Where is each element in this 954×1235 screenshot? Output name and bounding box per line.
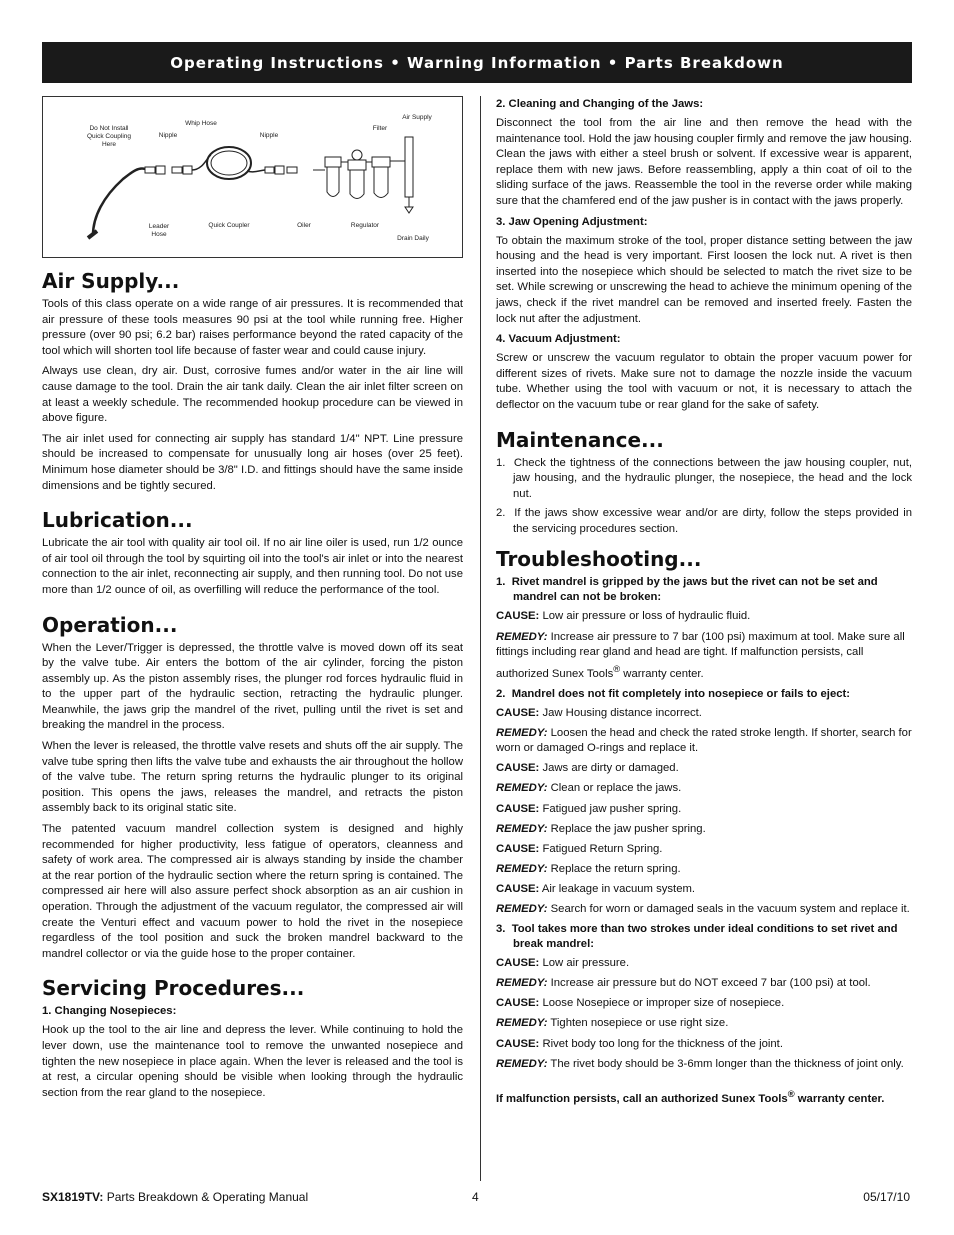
cause-text: Jaw Housing distance incorrect.: [542, 706, 702, 719]
maintenance-list: [496, 456, 912, 538]
remedy-row: [496, 1016, 912, 1032]
cause-text: Fatigued Return Spring.: [542, 842, 663, 855]
cause-text: Low air pressure or loss of hydraulic fluid.: [542, 610, 751, 623]
label-filter: Filter: [372, 125, 388, 132]
cause-row: [496, 956, 912, 972]
vacuum-adjustment-subheading: 4. Vacuum Adjustment:: [496, 333, 621, 346]
left-column: [42, 96, 463, 1106]
remedy-label: REMEDY:: [496, 822, 548, 835]
remedy-label: REMEDY:: [496, 1057, 548, 1070]
remedy-row: [496, 976, 912, 992]
jaw-opening-subheading: 3. Jaw Opening Adjustment:: [496, 215, 648, 228]
remedy-text: Increase air pressure but do NOT exceed 7 bar (100 psi) at tool.: [550, 977, 871, 990]
cause-row: [496, 842, 912, 858]
label-quick-coupler: Quick Coupler: [208, 222, 250, 229]
remedy-row: [496, 822, 912, 838]
registered-mark: ®: [613, 662, 621, 674]
lubrication-heading: Lubrication...: [42, 508, 193, 533]
remedy-row: [496, 902, 912, 918]
jaw-opening-paragraph: To obtain the maximum stroke of the tool, proper distance setting between the jaw housing and the head is very important. First loosen the lock nut. A rivet is then inserted into the nosepiece which should be selected to match the rivet size to be set. While screwing or unscrewing the head to achieve the minimum opening of the jaws, check if the rivet mandrel can be removed and inserted freely. Fasten the lock nut after the adjustment.: [496, 234, 912, 325]
footer-page-number: 4: [472, 1190, 479, 1204]
label-do-not-install-3: Here: [101, 141, 117, 148]
maintenance-item: 1. Check the tightness of the connections between the jaw housing coupler, nut, jaw housing, and the hydraulic plunger, the nosepiece, the head and the lock nut.: [496, 456, 912, 500]
air-supply-paragraph-2: Always use clean, dry air. Dust, corrosive fumes and/or water in the air line will cause damage to the tool. Drain the air tank daily. Clean the air inlet filter screen on at least a weekly schedule. The recommended hookup procedure can be viewed in above figure.: [42, 365, 463, 425]
remedy-row: [496, 630, 912, 683]
cause-label: CAUSE:: [496, 1037, 540, 1050]
cause-label: CAUSE:: [496, 842, 540, 855]
remedy-text: Loosen the head and check the rated stroke length. If shorter, search for worn or damaged O-rings and replace it.: [496, 726, 912, 755]
air-hookup-diagram: [42, 96, 463, 258]
footer-manual-title: Parts Breakdown & Operating Manual: [103, 1190, 309, 1204]
remedy-row: [496, 862, 912, 878]
cause-row: [496, 706, 912, 722]
cause-text: Fatigued jaw pusher spring.: [542, 802, 682, 815]
operation-heading: Operation...: [42, 612, 178, 637]
cleaning-jaws-subheading: 2. Cleaning and Changing of the Jaws:: [496, 98, 704, 110]
registered-mark: ®: [787, 1088, 795, 1100]
label-air-supply: Air Supply: [402, 114, 432, 121]
cause-text: Loose Nosepiece or improper size of nosepiece.: [542, 997, 785, 1010]
label-nipple-2: Nipple: [259, 132, 279, 139]
remedy-text: Increase air pressure to 7 bar (100 psi) maximum at tool. Make sure all fittings including rear gland and head are tight. If malfunction persists, call authorized Sunex Tools: [496, 630, 905, 680]
trouble-item-3: 3. Tool takes more than two strokes under ideal conditions to set rivet and break mandrel:: [496, 923, 898, 951]
footer-model-number: SX1819TV:: [42, 1190, 104, 1204]
page-header-bar: [42, 42, 912, 83]
cause-row: [496, 802, 912, 818]
footer-model: [42, 1190, 308, 1204]
hookup-diagram-graphic: [43, 97, 462, 257]
cause-text: Low air pressure.: [542, 957, 630, 970]
cause-row: [496, 1037, 912, 1053]
maintenance-item: 2. If the jaws show excessive wear and/or are dirty, follow the steps provided in the servicing procedures section.: [496, 507, 912, 535]
lubrication-paragraph: Lubricate the air tool with quality air tool oil. If no air line oiler is used, run 1/2 ounce of air tool oil through the tool by squirting oil into the tool's air inlet or into the nearest connection to the air inlet, reconnecting air supply, and then running tool. Do not use more than 1/2 ounce of oil, as overfilling will reduce the performance of the tool.: [42, 537, 464, 596]
cause-text: Jaws are dirty or damaged.: [542, 762, 679, 775]
operation-paragraph-2: When the lever is released, the throttle valve resets and shuts off the air supply. The valve tube spring then lifts the valve tube and exhausts the air throughout the hollow of the valve tube. The return spring returns the hydraulic plunger to its original position. This opens the jaws, releases the mandrel, and retracts the piston assembly back to its original static site.: [42, 740, 463, 815]
changing-nosepieces-subheading: 1. Changing Nosepieces:: [42, 1005, 177, 1018]
column-divider: [480, 96, 481, 1181]
cause-text: Rivet body too long for the thickness of the joint.: [542, 1037, 783, 1050]
servicing-heading: Servicing Procedures...: [42, 976, 305, 1001]
changing-nosepieces-paragraph: Hook up the tool to the air line and depress the lever. While continuing to hold the lever down, use the maintenance tool to remove the unwanted nosepiece and tighten the new nosepiece in place again. When the lever is released and the tool is at rest, a circular opening should be visible when looking through the hydraulic section from the rear gland to the nosepiece.: [42, 1024, 463, 1099]
maintenance-heading: Maintenance...: [496, 427, 664, 452]
air-supply-paragraph-1: Tools of this class operate on a wide range of air pressures. It is recommended that air pressure of these tools measures 90 psi at the tool while running free. Higher pressure (over 90 psi; 6.2 bar) raises performance beyond the rated capacity of the tool which will shorten tool life because of faster wear and could cause injury.: [42, 298, 463, 357]
remedy-label: REMEDY:: [496, 1017, 548, 1030]
cleaning-jaws-paragraph: Disconnect the tool from the air line and then remove the head with the maintenance tool. Hold the jaw housing coupler firmly and remove the jaw housing. Clean the jaws with either a steel brush or solvent. If excessive wear is apparent, replace them with new jaws. Before reassembling, apply a thin coat of oil to the sliding surface of the jaws. Reassemble the tool in the reverse order while making sure that the chamfered end of the jaw pusher is in contact with the jaws properly.: [496, 117, 912, 207]
right-column: [496, 97, 912, 1105]
label-oiler: Oiler: [297, 222, 311, 229]
trouble-item-2: 2. Mandrel does not fit completely into nosepiece or fails to eject:: [496, 687, 851, 700]
remedy-text: Replace the jaw pusher spring.: [550, 822, 706, 835]
final-warranty-note: [496, 1088, 912, 1105]
cause-label: CAUSE:: [496, 762, 540, 775]
footer-date: 05/17/10: [863, 1190, 910, 1204]
remedy-label: REMEDY:: [496, 977, 548, 990]
remedy-label: REMEDY:: [496, 782, 548, 795]
remedy-label: REMEDY:: [496, 862, 548, 875]
final-note-text: If malfunction persists, call an authorized Sunex Tools: [496, 1092, 788, 1105]
cause-label: CAUSE:: [496, 997, 540, 1010]
remedy-text: Replace the return spring.: [550, 862, 681, 875]
remedy-row: [496, 726, 912, 757]
cause-row: [496, 761, 912, 777]
air-supply-heading: Air Supply...: [42, 269, 180, 293]
cause-label: CAUSE:: [496, 802, 540, 815]
label-do-not-install-1: Do Not Install: [89, 125, 129, 132]
label-drain-daily: Drain Daily: [397, 235, 429, 242]
remedy-label: REMEDY:: [496, 630, 548, 643]
remedy-row: [496, 781, 912, 797]
cause-label: CAUSE:: [496, 957, 540, 970]
remedy-text: Tighten nosepiece or use right size.: [550, 1017, 729, 1030]
label-regulator: Regulator: [350, 222, 380, 229]
trouble-item-1: 1. Rivet mandrel is gripped by the jaws but the rivet can not be set and mandrel can not be broken:: [496, 576, 878, 604]
remedy-row: [496, 1057, 912, 1073]
cause-label: CAUSE:: [496, 882, 540, 895]
remedy-text-end: warranty center.: [620, 667, 704, 680]
label-whip-hose: Whip Hose: [185, 120, 217, 127]
cause-row: [496, 882, 912, 898]
remedy-text: Clean or replace the jaws.: [550, 782, 682, 795]
cause-row: [496, 609, 912, 625]
remedy-label: REMEDY:: [496, 903, 548, 916]
air-supply-paragraph-3: The air inlet used for connecting air supply has standard 1/4" NPT. Line pressure should be increased to compensate for unusually long air hoses (over 25 feet). Minimum hose diameter should be 3/8" I.D. and fittings should have the same inside dimensions and be tightly secured.: [42, 432, 463, 492]
label-leader-hose-1: Leader: [148, 223, 170, 230]
label-do-not-install-2: Quick Coupling: [86, 133, 132, 140]
cause-label: CAUSE:: [496, 706, 540, 719]
cause-label: CAUSE:: [496, 610, 540, 623]
vacuum-adjustment-paragraph: Screw or unscrew the vacuum regulator to obtain the proper vacuum power for different sizes of rivets. Make sure not to damage the nozzle inside the vacuum tube. Whether using the tool with vacuum or not, it is necessary to attach the deflector on the vacuum tube or rear gland for the sake of safety.: [496, 352, 912, 411]
header-title: Operating Instructions • Warning Information • Parts Breakdown: [170, 53, 784, 72]
cause-row: [496, 996, 912, 1012]
troubleshooting-heading: Troubleshooting...: [496, 547, 702, 572]
remedy-text: The rivet body should be 3-6mm longer than the thickness of joint only.: [550, 1057, 904, 1070]
label-leader-hose-2: Hose: [151, 231, 167, 238]
operation-paragraph-3: The patented vacuum mandrel collection system is designed and highly recommended for higher productivity, less fatigue of operators, cleanness and safety of work area. The compressed air is always standing by inside the chamber at the rear portion of the hydraulic section where the return spring is contained. The compressed air here will also assure perfect shock absorption as an air cushion in operation. Through the adjustment of the vacuum regulator, the compressed air will create the Venturi effect and vacuum power to hold the rivet in the nosepiece regardless of the tool position and suck the broken mandrel backward to the mandrel collector or via the guide hose to the proper container.: [42, 823, 463, 960]
cause-text: Air leakage in vacuum system.: [541, 882, 696, 895]
operation-paragraph-1: When the Lever/Trigger is depressed, the throttle valve is moved down off its seat by the valve tube. Air enters the bottom of the air cylinder, forcing the piston assembly up. As the piston assembly rises, the plunger rod forces hydraulic fluid in to the upper part of the hydraulic section, retracting the hydraulic plunger. Meanwhile, the jaws grip the mandrel of the rivet, pulling until the rivet is set and breaking the mandrel in the process.: [42, 641, 463, 732]
final-note-end: warranty center.: [794, 1092, 885, 1105]
remedy-label: REMEDY:: [496, 726, 548, 739]
remedy-text: Search for worn or damaged seals in the vacuum system and replace it.: [550, 903, 910, 916]
label-nipple-1: Nipple: [158, 132, 178, 139]
